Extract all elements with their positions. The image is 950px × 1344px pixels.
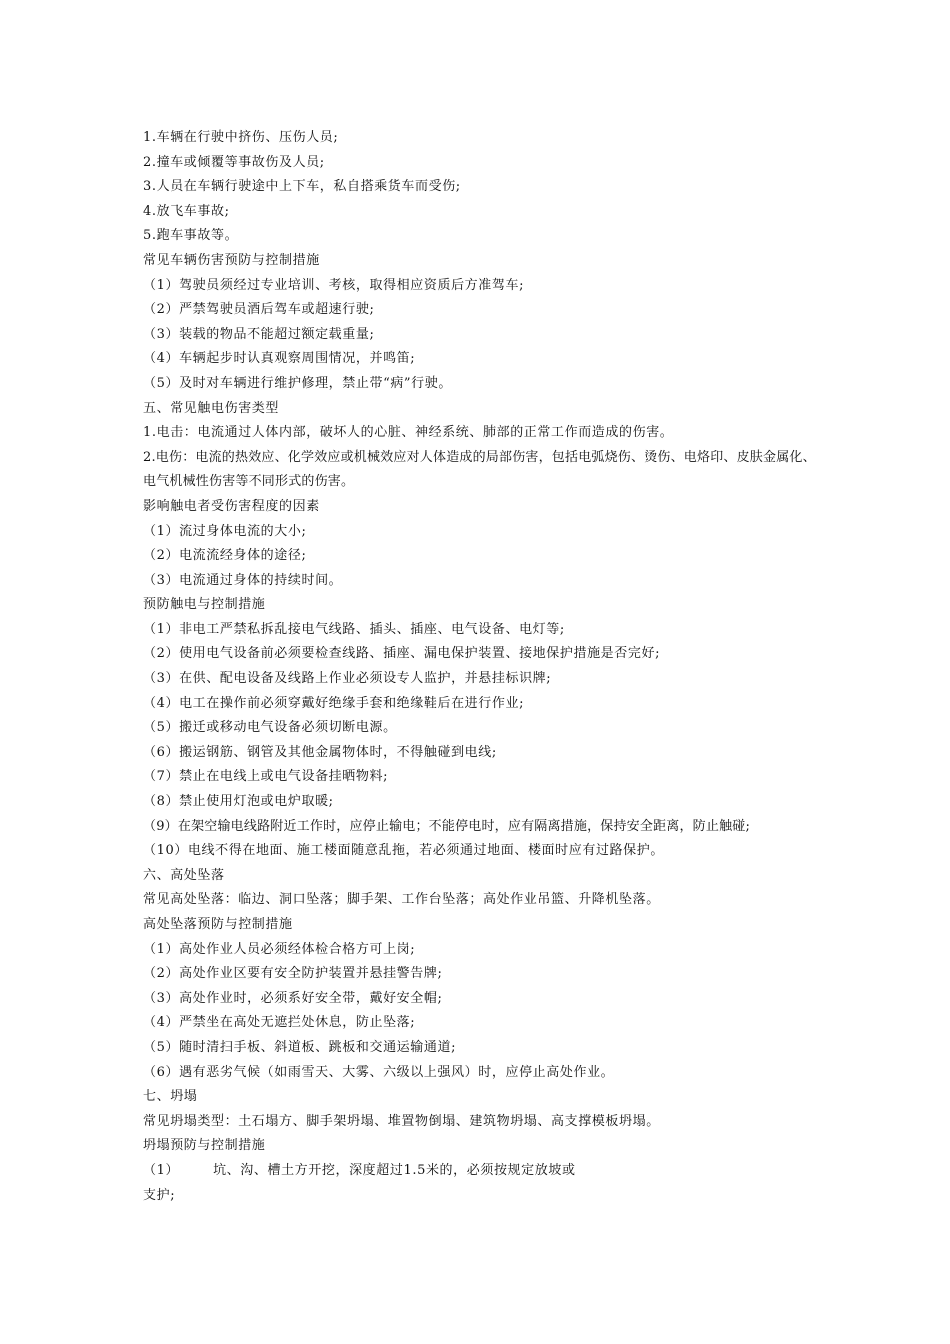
section-heading: 影响触电者受伤害程度的因素 [143, 498, 320, 514]
list-item: （3）高处作业时，必须系好安全带，戴好安全帽; [143, 990, 443, 1006]
list-item: 常见高处坠落：临边、洞口坠落；脚手架、工作台坠落；高处作业吊篮、升降机坠落。 [143, 892, 660, 908]
list-item: （3）电流通过身体的持续时间。 [143, 572, 343, 588]
list-item: （1）非电工严禁私拆乱接电气线路、插头、插座、电气设备、电灯等; [143, 621, 565, 637]
list-item: （10）电线不得在地面、施工楼面随意乱拖，若必须通过地面、楼面时应有过路保护。 [143, 843, 664, 859]
list-item: （3）装载的物品不能超过额定载重量; [143, 326, 375, 342]
list-item: （1）流过身体电流的大小; [143, 523, 307, 539]
list-item-number: （1） [143, 1162, 180, 1178]
list-item: （8）禁止使用灯泡或电炉取暖; [143, 794, 334, 810]
list-item: 3.人员在车辆行驶途中上下车，私自搭乘货车而受伤; [143, 179, 461, 195]
list-item: （2）电流流经身体的途径; [143, 548, 307, 564]
list-item: 4.放飞车事故; [143, 203, 230, 219]
section-heading: 常见车辆伤害预防与控制措施 [143, 252, 320, 268]
section-heading: 五、常见触电伤害类型 [143, 400, 280, 416]
list-item: （4）严禁坐在高处无遮拦处休息，防止坠落; [143, 1015, 416, 1031]
list-item: 2.电伤：电流的热效应、化学效应或机械效应对人体造成的局部伤害，包括电弧烧伤、烫伤、电烙印、皮肤金属化、电气机械性伤害等不同形式的伤害。 [143, 449, 816, 490]
section-heading: 坍塌预防与控制措施 [143, 1138, 266, 1154]
list-item: （4）电工在操作前必须穿戴好绝缘手套和绝缘鞋后在进行作业; [143, 695, 525, 711]
list-item: （2）严禁驾驶员酒后驾车或超速行驶; [143, 302, 375, 318]
list-item: 常见坍塌类型：土石塌方、脚手架坍塌、堆置物倒塌、建筑物坍塌、高支撑模板坍塌。 [143, 1113, 660, 1129]
list-item [143, 1159, 823, 1184]
list-item: （1）高处作业人员必须经体检合格方可上岗; [143, 941, 416, 957]
list-item-text: 坑、沟、槽土方开挖，深度超过1.5米的，必须按规定放坡或 [213, 1162, 576, 1178]
list-item: （4）车辆起步时认真观察周围情况，并鸣笛; [143, 351, 416, 367]
section-heading: 预防触电与控制措施 [143, 597, 266, 613]
list-item: 2.撞车或倾覆等事故伤及人员; [143, 154, 325, 170]
list-item: 5.跑车事故等。 [143, 228, 239, 244]
list-item: 1.车辆在行驶中挤伤、压伤人员; [143, 130, 339, 145]
section-heading: 七、坍塌 [143, 1089, 198, 1105]
list-item-continuation: 支护; [143, 1187, 176, 1203]
list-item: （6）遇有恶劣气候（如雨雪天、大雾、六级以上强风）时，应停止高处作业。 [143, 1064, 615, 1080]
list-item: （2）使用电气设备前必须要检查线路、插座、漏电保护装置、接地保护措施是否完好; [143, 646, 661, 662]
list-item: （3）在供、配电设备及线路上作业必须设专人监护，并悬挂标识牌; [143, 671, 552, 687]
list-item: （5）搬迁或移动电气设备必须切断电源。 [143, 720, 397, 736]
list-item: （1）驾驶员须经过专业培训、考核，取得相应资质后方准驾车; [143, 277, 525, 293]
document-body [143, 126, 823, 1208]
section-heading: 六、高处坠落 [143, 867, 225, 883]
list-item: （7）禁止在电线上或电气设备挂晒物料; [143, 769, 389, 785]
list-item: （6）搬运钢筋、钢管及其他金属物体时，不得触碰到电线; [143, 744, 497, 760]
list-item: （9）在架空输电线路附近工作时，应停止输电；不能停电时，应有隔离措施，保持安全距离，防止触碰; [143, 818, 751, 834]
list-item: （5）随时清扫手板、斜道板、跳板和交通运输通道; [143, 1039, 457, 1055]
list-item: （5）及时对车辆进行维护修理，禁止带“病”行驶。 [143, 375, 452, 391]
list-item: 1.电击：电流通过人体内部，破坏人的心脏、神经系统、肺部的正常工作而造成的伤害。 [143, 425, 674, 441]
list-item: （2）高处作业区要有安全防护装置并悬挂警告牌; [143, 966, 443, 982]
section-heading: 高处坠落预防与控制措施 [143, 917, 293, 932]
